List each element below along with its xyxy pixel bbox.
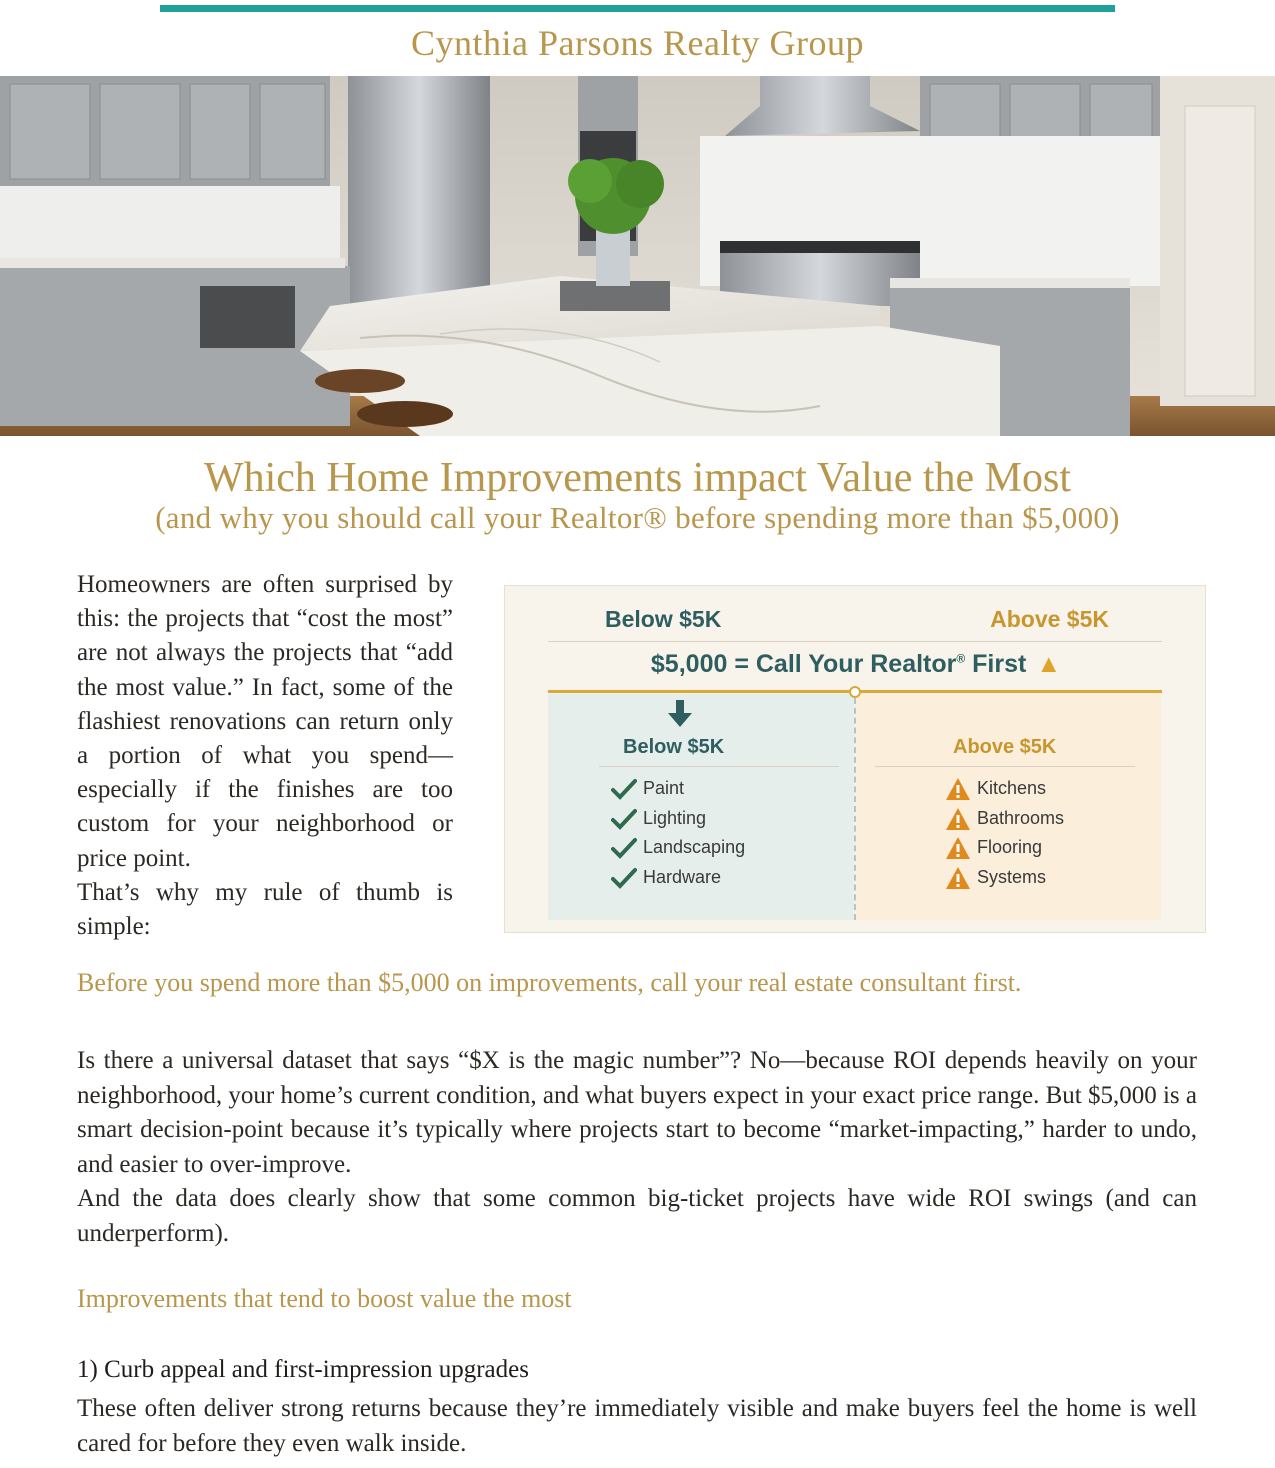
callout-end: First: [965, 650, 1027, 678]
item-label: Bathrooms: [977, 807, 1065, 828]
list-item: [945, 804, 1064, 834]
list-item: [611, 863, 745, 893]
list-item: [945, 863, 1064, 893]
threshold-infographic: [504, 585, 1206, 933]
registered-mark: ®: [956, 651, 966, 666]
list-item: [611, 833, 745, 863]
above-title-rule: [875, 766, 1135, 767]
list-item: [611, 774, 745, 804]
threshold-marker: [849, 686, 861, 698]
item-heading: 1) Curb appeal and first-impression upgrades: [77, 1356, 529, 1383]
checkmark-icon: [611, 808, 637, 830]
rule-of-thumb: Before you spend more than $5,000 on improvements, call your real estate consultant first.: [77, 968, 1022, 997]
column-divider: [854, 698, 856, 920]
callout-text: $5,000 = Call Your Realtor: [650, 650, 957, 678]
below-column-title: Below $5K: [623, 736, 725, 758]
warning-icon: [945, 807, 971, 831]
checkmark-icon: [611, 778, 637, 800]
above-header: Above $5K: [990, 606, 1109, 632]
arrow-up-icon: ▲: [1036, 650, 1062, 678]
item-label: Lighting: [643, 807, 707, 828]
intro-paragraph: Homeowners are often surprised by this: the projects that “cost the most” are not always the projects that “add the most value.” In fact, some of the flashiest renovations can return only a portion of what you spend—especially if the finishes are too custom for your neighborhood or price point.: [77, 571, 453, 872]
hero-kitchen-image: [0, 76, 1275, 436]
arrow-down-icon: [667, 700, 693, 728]
checkmark-icon: [611, 867, 637, 889]
header-rule: [548, 641, 1162, 642]
body-paragraph: Is there a universal dataset that says “$X is the magic number”? No—because ROI depends heavily on your neighborhood, your home’s current condition, and what buyers expect in your exact price range. But $5,000 is a smart decision-point because it’s typically where projects start to become “market-impacting,” harder to undo, and easier to over-improve.: [77, 1047, 1197, 1178]
intro-text: [77, 568, 453, 944]
above-column-title: Above $5K: [953, 736, 1057, 758]
above-items: [945, 774, 1064, 893]
below-title-rule: [599, 766, 839, 767]
page-title: Which Home Improvements impact Value the Most: [203, 455, 1072, 501]
page-subtitle: (and why you should call your Realtor® before spending more than $5,000): [155, 500, 1120, 535]
top-accent-bar: [160, 5, 1115, 12]
item-label: Hardware: [643, 867, 722, 888]
item-body: These often deliver strong returns because they’re immediately visible and make buyers feel the home is well cared for before they even walk inside.: [77, 1395, 1197, 1457]
list-item: [945, 774, 1064, 804]
below-header: Below $5K: [605, 606, 722, 632]
warning-icon: [945, 866, 971, 890]
brand-name: Cynthia Parsons Realty Group: [411, 23, 864, 63]
threshold-callout: [505, 650, 1206, 679]
below-items: [611, 774, 745, 893]
list-item: [945, 833, 1064, 863]
warning-icon: [945, 777, 971, 801]
list-item: [611, 804, 745, 834]
warning-icon: [945, 836, 971, 860]
item-label: Flooring: [977, 837, 1043, 858]
intro-rule-lead: That’s why my rule of thumb is simple:: [77, 878, 453, 941]
checkmark-icon: [611, 837, 637, 859]
item-label: Kitchens: [977, 778, 1047, 798]
item-label: Systems: [977, 867, 1047, 888]
body-paragraph: And the data does clearly show that some common big-ticket projects have wide ROI swings (and can underperform).: [77, 1185, 1197, 1247]
body-text: [77, 1044, 1197, 1251]
item-label: Landscaping: [643, 837, 746, 858]
item-label: Paint: [643, 778, 685, 798]
section-heading: Improvements that tend to boost value the most: [77, 1284, 572, 1313]
